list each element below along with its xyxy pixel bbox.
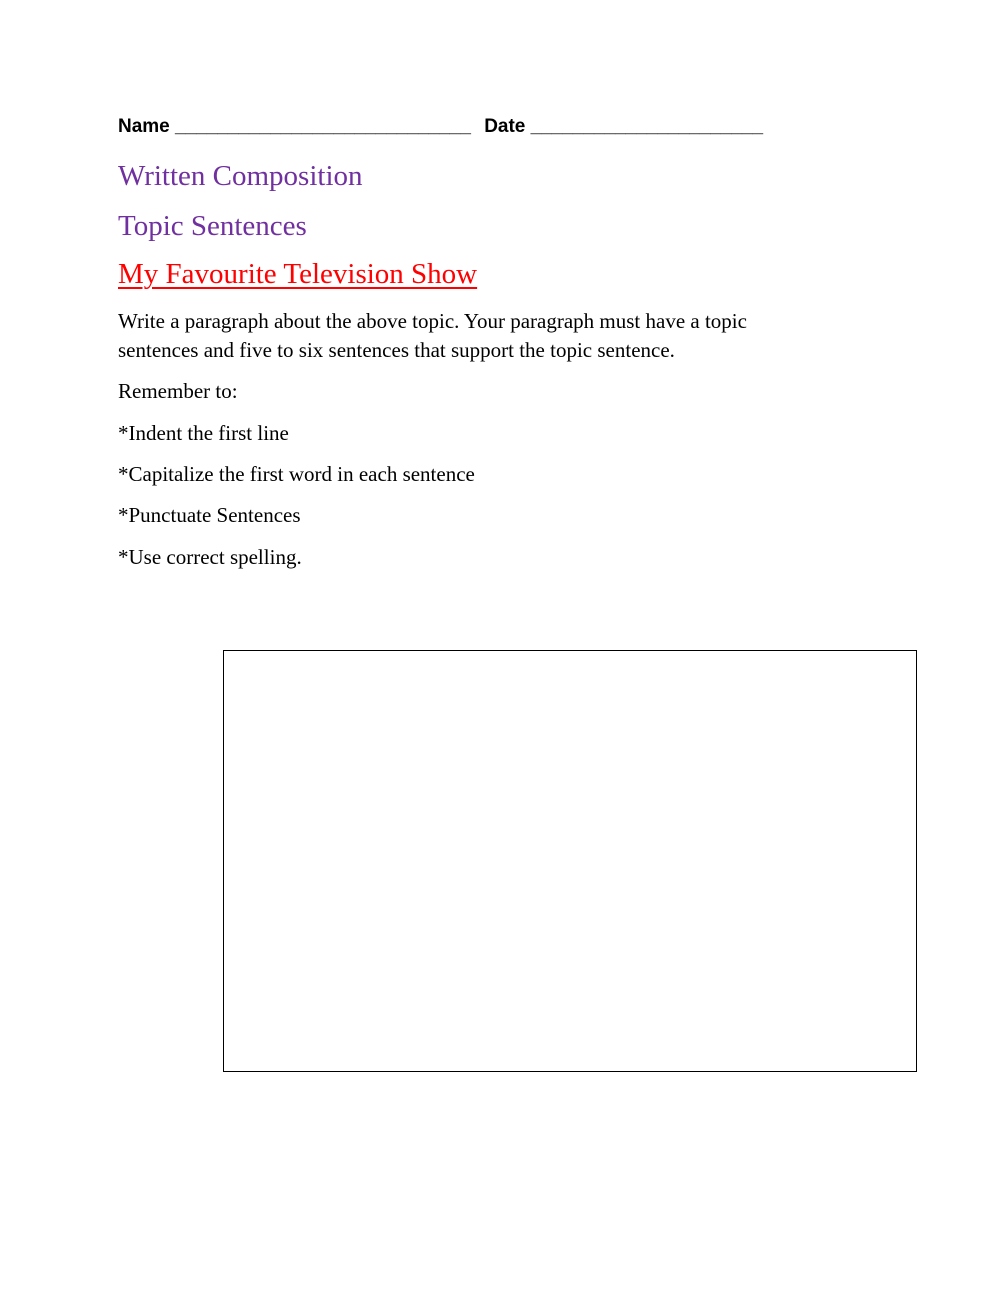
date-label: Date <box>484 116 526 137</box>
remember-label: Remember to: <box>118 379 238 403</box>
checklist-item-punctuate: *Punctuate Sentences <box>118 503 301 527</box>
lesson-heading: Topic Sentences <box>118 210 307 242</box>
checklist-item-capitalize: *Capitalize the first word in each sentence <box>118 462 475 486</box>
instructions-line-2: sentences and five to six sentences that support the topic sentence. <box>118 338 675 362</box>
checklist-item-spelling: *Use correct spelling. <box>118 545 302 569</box>
name-blank[interactable]: ____________________________ <box>175 116 471 137</box>
instructions-line-1: Write a paragraph about the above topic. Your paragraph must have a topic <box>118 309 747 333</box>
topic-heading: My Favourite Television Show <box>118 258 478 290</box>
date-blank[interactable]: ______________________ <box>530 116 764 137</box>
name-label: Name <box>118 116 170 137</box>
subject-heading: Written Composition <box>118 160 363 192</box>
name-date-line <box>118 116 763 138</box>
answer-textbox[interactable] <box>223 650 917 1072</box>
instructions-paragraph <box>118 307 747 365</box>
checklist-item-indent: *Indent the first line <box>118 421 289 445</box>
